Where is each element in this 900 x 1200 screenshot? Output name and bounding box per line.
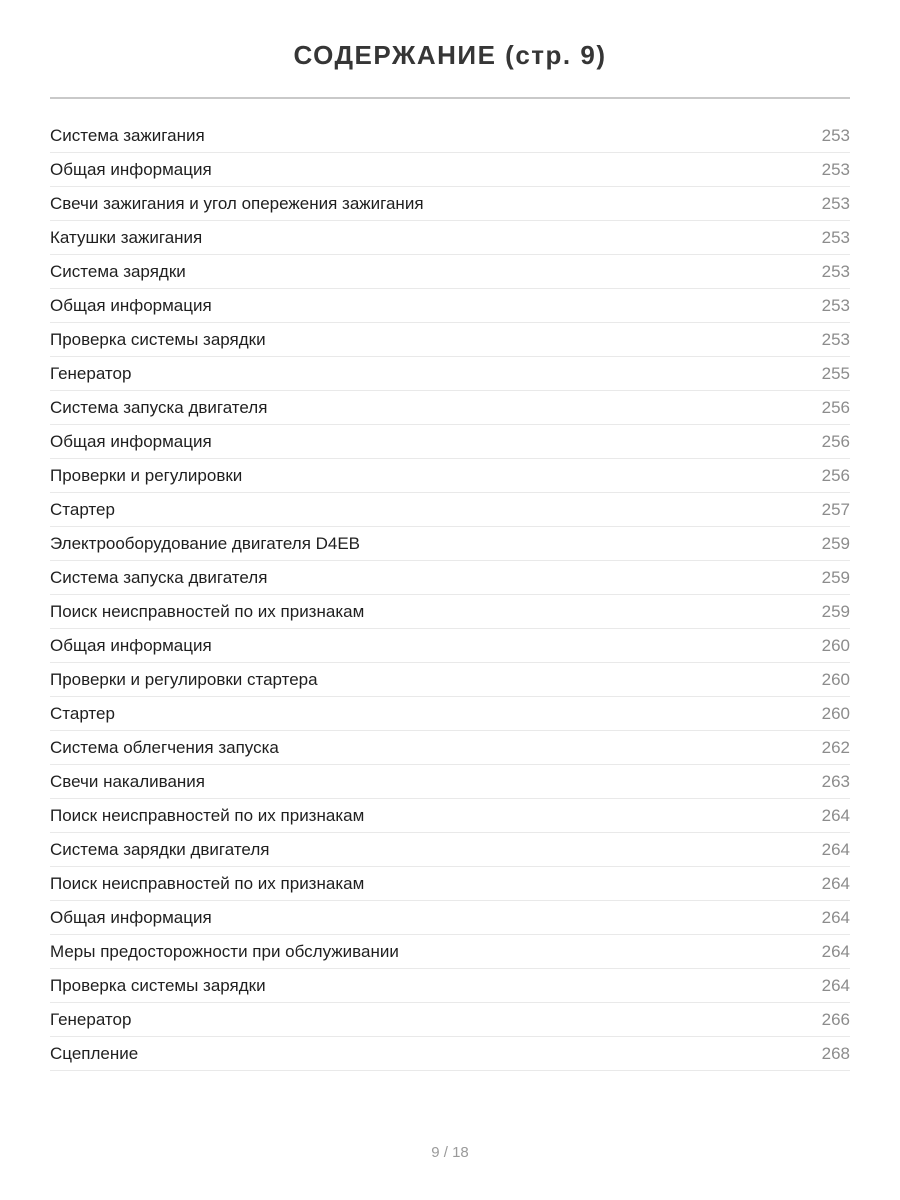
toc-entry-page: 268 <box>821 1043 850 1063</box>
toc-entry-page: 256 <box>821 431 850 451</box>
toc-entry-label: Система зажигания <box>50 125 205 145</box>
toc-row <box>50 255 850 289</box>
toc-entry-label: Поиск неисправностей по их признакам <box>50 601 365 621</box>
toc-row <box>50 493 850 527</box>
toc-entry-page: 253 <box>821 329 850 349</box>
toc-row <box>50 935 850 969</box>
toc-row <box>50 425 850 459</box>
page-title: СОДЕРЖАНИЕ (стр. 9) <box>293 40 607 70</box>
toc-entry-label: Система зарядки двигателя <box>50 839 270 859</box>
toc-row <box>50 221 850 255</box>
toc-entry-label: Генератор <box>50 363 132 383</box>
toc-entry-page: 264 <box>821 839 850 859</box>
toc-entry-label: Общая информация <box>50 635 212 655</box>
toc-entry-page: 256 <box>821 465 850 485</box>
toc-row <box>50 765 850 799</box>
toc-entry-page: 264 <box>821 941 850 961</box>
toc-entry-label: Катушки зажигания <box>50 227 203 247</box>
toc-entry-label: Система запуска двигателя <box>50 397 268 417</box>
toc-entry-page: 256 <box>821 397 850 417</box>
toc-entry-page: 253 <box>821 193 850 213</box>
toc-entry-label: Свечи зажигания и угол опережения зажигания <box>50 193 424 213</box>
toc-entry-page: 257 <box>821 499 850 519</box>
toc-entry-page: 260 <box>821 669 850 689</box>
toc-entry-page: 262 <box>821 737 850 757</box>
toc-entry-label: Общая информация <box>50 159 212 179</box>
toc-row <box>50 119 850 153</box>
toc-entry-label: Электрооборудование двигателя D4EB <box>50 533 361 553</box>
toc-entry-label: Поиск неисправностей по их признакам <box>50 805 365 825</box>
toc-entry-page: 253 <box>821 295 850 315</box>
toc-entry-label: Генератор <box>50 1009 132 1029</box>
toc-row <box>50 561 850 595</box>
toc-row <box>50 391 850 425</box>
toc-entry-label: Общая информация <box>50 431 212 451</box>
toc-entry-page: 264 <box>821 873 850 893</box>
toc-entry-page: 259 <box>821 567 850 587</box>
toc-row <box>50 595 850 629</box>
toc-row <box>50 459 850 493</box>
toc-row <box>50 187 850 221</box>
toc-row <box>50 1003 850 1037</box>
toc-row <box>50 527 850 561</box>
toc-entry-page: 259 <box>821 601 850 621</box>
toc-entry-label: Проверки и регулировки стартера <box>50 669 318 689</box>
toc-entry-label: Стартер <box>50 499 115 519</box>
toc-entry-page: 253 <box>821 227 850 247</box>
toc-entry-page: 253 <box>821 159 850 179</box>
toc-row <box>50 663 850 697</box>
toc-entry-page: 264 <box>821 975 850 995</box>
toc-entry-page: 264 <box>821 907 850 927</box>
toc-entry-label: Общая информация <box>50 295 212 315</box>
toc-entry-label: Проверка системы зарядки <box>50 975 266 995</box>
toc-entry-label: Система облегчения запуска <box>50 737 279 757</box>
toc-row <box>50 833 850 867</box>
toc-row <box>50 697 850 731</box>
toc-entry-label: Свечи накаливания <box>50 771 205 791</box>
toc-entry-label: Поиск неисправностей по их признакам <box>50 873 365 893</box>
toc-entry-page: 266 <box>821 1009 850 1029</box>
toc-entry-label: Система зарядки <box>50 261 186 281</box>
toc-entry-page: 263 <box>821 771 850 791</box>
toc-row <box>50 1037 850 1071</box>
toc-row <box>50 969 850 1003</box>
toc-entry-label: Стартер <box>50 703 115 723</box>
toc-entry-page: 253 <box>821 125 850 145</box>
toc-row <box>50 323 850 357</box>
toc-row <box>50 901 850 935</box>
toc-entry-page: 255 <box>821 363 850 383</box>
toc-entry-page: 259 <box>821 533 850 553</box>
toc-list <box>50 99 850 1071</box>
toc-row <box>50 153 850 187</box>
toc-entry-label: Сцепление <box>50 1043 139 1063</box>
page-number-footer: 9 / 18 <box>431 1144 469 1161</box>
toc-entry-label: Общая информация <box>50 907 212 927</box>
toc-row <box>50 867 850 901</box>
toc-row <box>50 629 850 663</box>
toc-entry-page: 260 <box>821 635 850 655</box>
toc-row <box>50 731 850 765</box>
toc-entry-page: 253 <box>821 261 850 281</box>
toc-entry-label: Проверки и регулировки <box>50 465 243 485</box>
toc-entry-label: Система запуска двигателя <box>50 567 268 587</box>
toc-entry-page: 264 <box>821 805 850 825</box>
toc-row <box>50 357 850 391</box>
toc-entry-page: 260 <box>821 703 850 723</box>
toc-row <box>50 289 850 323</box>
toc-row <box>50 799 850 833</box>
toc-entry-label: Проверка системы зарядки <box>50 329 266 349</box>
toc-entry-label: Меры предосторожности при обслуживании <box>50 941 399 961</box>
